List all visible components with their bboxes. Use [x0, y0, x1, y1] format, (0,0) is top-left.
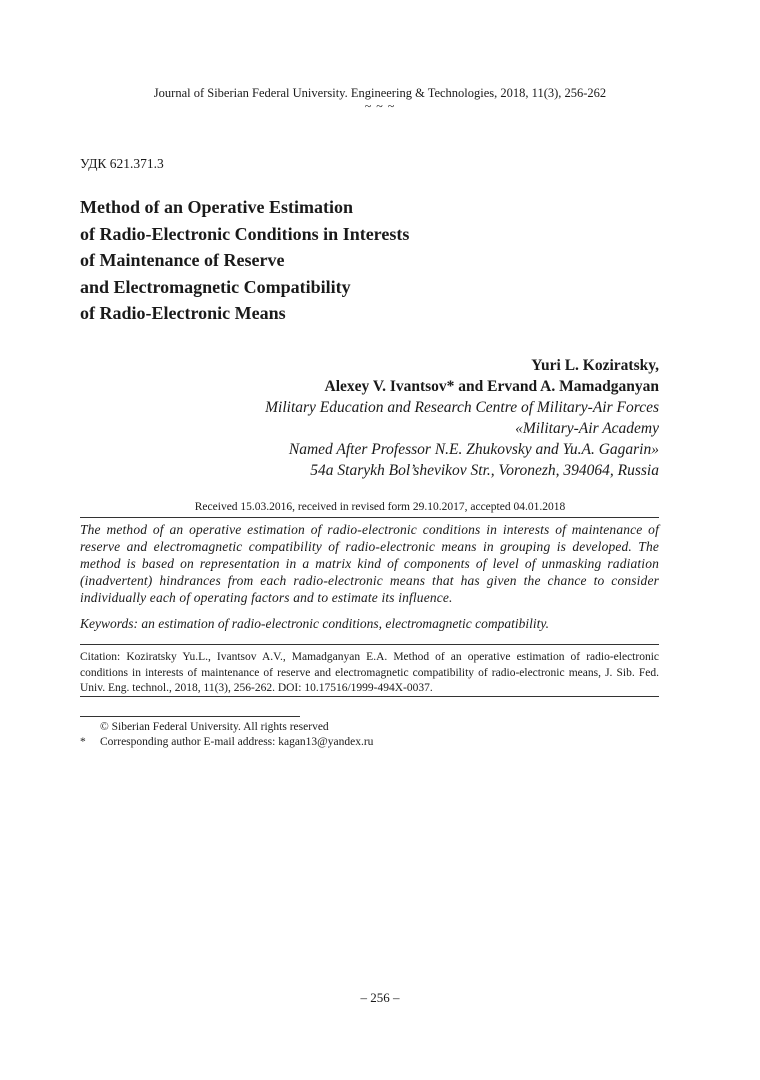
- page-number: – 256 –: [360, 990, 400, 1005]
- affiliation-line: «Military-Air Academy: [515, 420, 659, 437]
- received-dates: Received 15.03.2016, received in revised form 29.10.2017, accepted 04.01.2018: [194, 501, 566, 513]
- paper-title: [80, 194, 409, 327]
- corresponding-text: Corresponding author E-mail address: kagan13@yandex.ru: [100, 736, 374, 748]
- footnote-mark: *: [80, 736, 86, 748]
- divider-citation-bottom: [80, 696, 659, 697]
- author-line: Yuri L. Koziratsky,: [531, 357, 659, 374]
- copyright-text: © Siberian Federal University. All rights reserved: [100, 721, 329, 733]
- title-line: of Radio-Electronic Conditions in Interests: [80, 223, 410, 244]
- abstract: The method of an operative estimation of radio-electronic conditions in interests of maintenance of reserve and electromagnetic compatibility of radio-electronic means in grouping is developed. The method is based on representation in a matrix kind of components of level of unmasking radiation (inadvertent) hindrances from each radio-electronic means that has given the chance to consider individually each of operating factors and to estimate its influence.: [80, 522, 659, 605]
- footnote-corresponding: [80, 735, 373, 749]
- footnote-copyright: [80, 720, 329, 734]
- title-line: Method of an Operative Estimation: [80, 197, 353, 217]
- divider-citation-top: [80, 644, 659, 645]
- author-block: [265, 355, 659, 481]
- divider-top: [80, 517, 659, 518]
- journal-header: Journal of Siberian Federal University. Engineering & Technologies, 2018, 11(3), 256-262: [153, 86, 607, 100]
- affiliation-line: Named After Professor N.E. Zhukovsky and Yu.A. Gagarin»: [288, 441, 659, 458]
- title-line: and Electromagnetic Compatibility: [80, 276, 351, 297]
- title-line: of Maintenance of Reserve: [80, 250, 285, 270]
- footnote-divider: [80, 716, 300, 717]
- journal-separator: ~ ~ ~: [364, 99, 396, 113]
- udk-code: УДК 621.371.3: [80, 156, 164, 171]
- keywords: Keywords: an estimation of radio-electronic conditions, electromagnetic compatibility.: [80, 616, 550, 631]
- citation: Citation: Koziratsky Yu.L., Ivantsov A.V., Mamadganyan E.A. Method of an operative estimation of radio-electronic conditions in interests of maintenance of reserve and electromagnetic compatibility of radio-electronic means, J. Sib. Fed. Univ. Eng. technol., 2018, 11(3), 256-262. DOI: 10.17516/1999-494X-0037.: [80, 651, 659, 694]
- affiliation-line: 54a Starykh Bol’shevikov Str., Voronezh, 394064, Russia: [310, 462, 659, 479]
- affiliation-line: Military Education and Research Centre of Military-Air Forces: [265, 399, 659, 416]
- title-line: of Radio-Electronic Means: [80, 303, 286, 323]
- author-line: Alexey V. Ivantsov* and Ervand A. Mamadganyan: [324, 378, 659, 395]
